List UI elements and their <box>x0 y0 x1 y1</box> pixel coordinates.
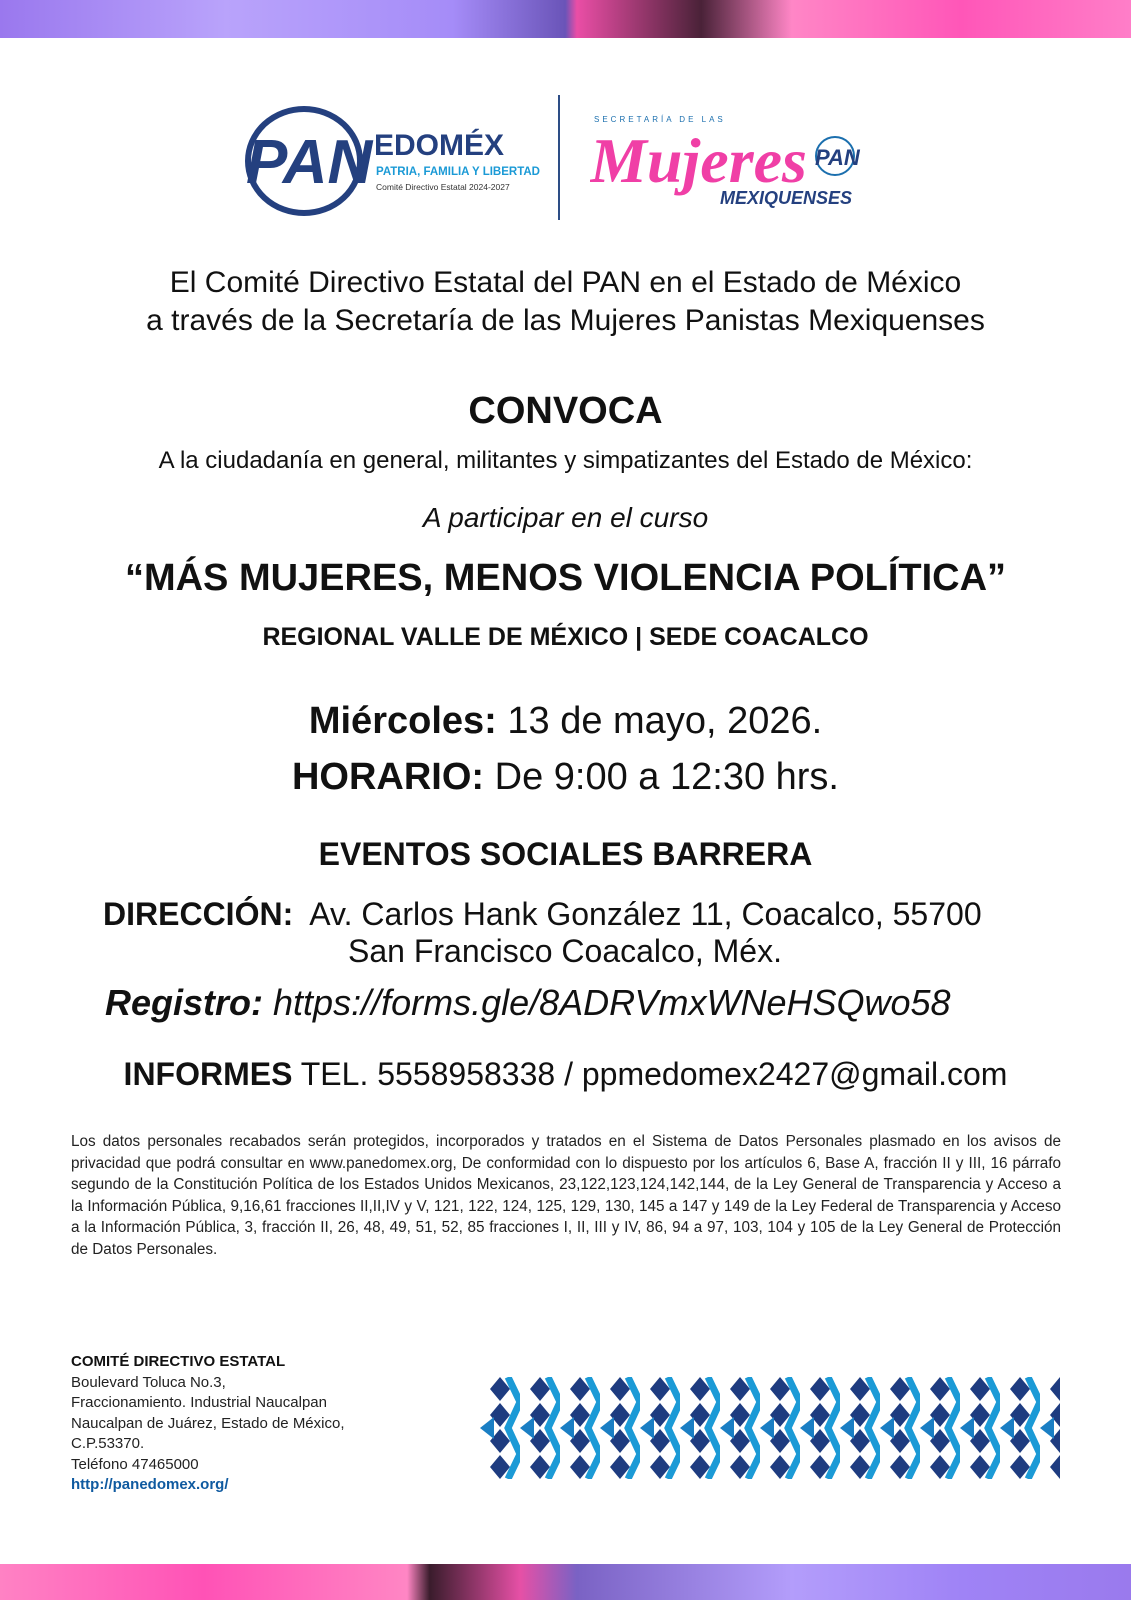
footer-line: Fraccionamiento. Industrial Naucalpan <box>71 1394 327 1411</box>
registration <box>105 982 951 1024</box>
logo-committee: Comité Directivo Estatal 2024-2027 <box>376 182 510 192</box>
edomex-logo-text: EDOMÉX <box>374 129 505 162</box>
footer-address <box>71 1352 345 1496</box>
header-line-1: El Comité Directivo Estatal del PAN en el Estado de México <box>169 266 962 299</box>
footer-line: Teléfono 47465000 <box>71 1455 199 1473</box>
logo-mexiquenses: MEXIQUENSES <box>720 188 853 208</box>
header-text <box>0 264 1131 340</box>
course-subtitle: REGIONAL VALLE DE MÉXICO | SEDE COACALCO <box>262 623 869 651</box>
address-line-1: Av. Carlos Hank González 11, Coacalco, 55700 <box>309 896 982 932</box>
audience-text: A la ciudadanía en general, militantes y simpatizantes del Estado de México: <box>158 447 973 474</box>
logo-secretaria-text: SECRETARÍA DE LAS <box>594 115 726 124</box>
bottom-decorative-band <box>0 1564 1131 1600</box>
schedule-value: De 9:00 a 12:30 hrs. <box>494 756 839 798</box>
footer-line: C.P.53370. <box>71 1435 145 1452</box>
footer-line: Boulevard Toluca No.3, <box>71 1373 226 1391</box>
venue-name: EVENTOS SOCIALES BARRERA <box>318 836 813 872</box>
date-value: 13 de mayo, 2026. <box>507 700 823 742</box>
registro-link[interactable]: https://forms.gle/8ADRVmxWNeHSQwo58 <box>273 982 951 1023</box>
privacy-notice: Los datos personales recabados serán protegidos, incorporados y tratados en el Sistema de Datos Personales plasmado en los avisos de privacidad que podrá consultar en www.panedomex.org, De conformidad con lo dispuesto por los artículos 6, Base A, fracción II y III, 16 párrafo segundo de la Constitución Política de los Estados Unidos Mexicanos, 23,122,123,124,142,144, de la Ley General de Transparencia y Acceso a la Información Pública, 9,16,61 fracciones II,II,IV y V, 121, 122, 124, 125, 129, 130, 145 a 147 y 149 de la Ley Federal de Transparencia y Acceso a la Información Pública, 3, fracción II, 26, 48, 49, 51, 52, 85 fracciones I, II, III y IV, 86, 94 a 97, 103, 104 y 105 de la Ley General de Protección de Datos Personales. <box>71 1133 1061 1258</box>
header-line-2: a través de la Secretaría de las Mujeres Panistas Mexiquenses <box>146 304 985 337</box>
logo-pan-small: PAN <box>815 145 860 170</box>
footer-website-link[interactable]: http://panedomex.org/ <box>71 1476 229 1493</box>
logo-divider <box>558 95 560 220</box>
footer-title: COMITÉ DIRECTIVO ESTATAL <box>71 1353 286 1370</box>
informes-contact: TEL. 5558958338 / ppmedomex2427@gmail.com <box>300 1056 1008 1092</box>
logo-tagline: PATRIA, FAMILIA Y LIBERTAD <box>376 166 540 178</box>
mujeres-logo <box>590 112 890 222</box>
footer-line: Naucalpan de Juárez, Estado de México, <box>71 1414 345 1432</box>
address-block <box>103 896 982 970</box>
schedule-label: HORARIO: <box>291 756 485 798</box>
informes <box>0 1056 1131 1093</box>
address-label: DIRECCIÓN: <box>103 896 294 932</box>
date-label: Miércoles: <box>308 700 497 742</box>
course-title: “MÁS MUJERES, MENOS VIOLENCIA POLÍTICA” <box>124 557 1007 599</box>
top-decorative-band <box>0 0 1131 38</box>
address-line-2: San Francisco Coacalco, Méx. <box>348 933 782 969</box>
event-schedule <box>0 756 1131 799</box>
decorative-pattern <box>480 1377 1060 1479</box>
registro-label: Registro: <box>105 982 264 1023</box>
convoca-heading: CONVOCA <box>468 390 663 432</box>
invite-text: A participar en el curso <box>422 502 709 533</box>
pan-edomex-logo <box>244 105 544 217</box>
pan-logo-text: PAN <box>246 128 373 197</box>
event-date <box>0 700 1131 743</box>
informes-label: INFORMES <box>123 1056 293 1092</box>
logo-mujeres-text: Mujeres <box>590 125 807 196</box>
